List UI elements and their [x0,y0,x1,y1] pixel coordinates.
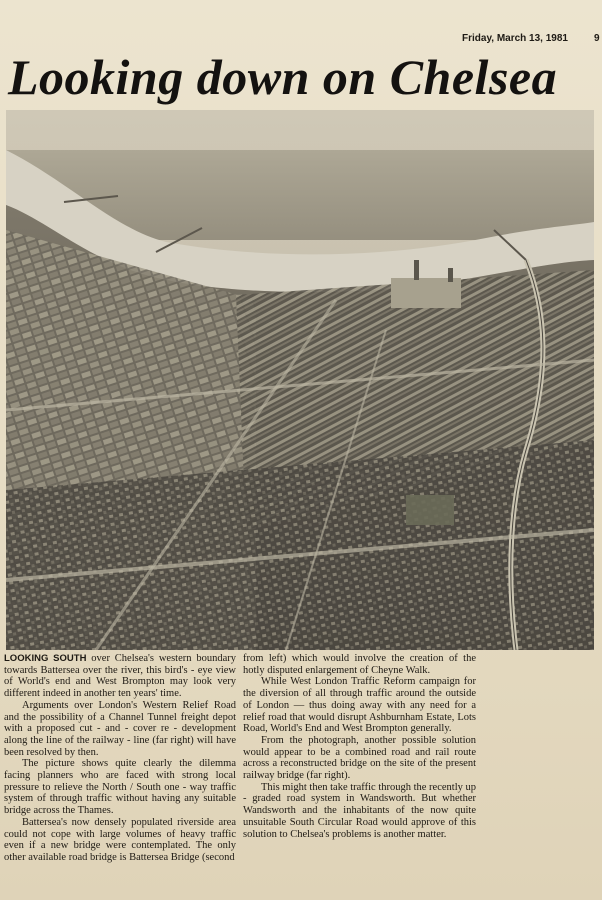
article-paragraph [4,653,236,700]
article-paragraph: from left) which would involve the creation of the hotly disputed enlargement of Cheyne Walk. [243,653,476,676]
article-paragraph: From the photograph, another possible solution would appear to be a combined road and rail route across a reconstructed bridge on the site of the present railway bridge (far right). [243,734,476,782]
aerial-photo [6,110,594,650]
article-text: over Chelsea's western boundary towards Battersea over the river, this bird's - eye view of World's end and West Brompton may look very different indeed in another ten years' time. [4,653,236,700]
dateline [462,33,600,44]
page-number: 9 [593,33,600,44]
article-paragraph: The picture shows quite clearly the dilemma facing planners who are faced with strong local pressure to relieve the North / South one - way traffic system of through traffic without having any suitable bridge across the Thames. [4,758,236,817]
headline: Looking down on Chelsea [8,49,558,105]
article-paragraph: Arguments over London's Western Relief Road and the possibility of a Channel Tunnel freight depot with a proposed cut - and - cover re - development along the line of the railway - line (far right) will have been resolved by then. [4,699,236,758]
article-paragraph: This might then take traffic through the recently up - graded road system in Wandsworth. But whether Wandsworth and the inhabitants of the now quite unsuitable South Circular Road would approve of this solution to Chelsea's problems is another matter. [243,781,476,840]
article-column-right [243,653,476,840]
issue-date: Friday, March 13, 1981 [462,33,568,44]
article-lead: LOOKING SOUTH [4,653,87,664]
article-paragraph: While West London Traffic Reform campaign for the diversion of all through traffic around the outside of London — thus doing away with any need for a relief road that would disrupt Ashburnham Estate, Lots Road, World's End and West Brompton generally. [243,676,476,735]
article-paragraph: Battersea's now densely populated riverside area could not cope with large volumes of heavy traffic even if a new bridge were contemplated. The only other available road bridge is Battersea Bridge (second [4,816,236,863]
aerial-photo-of-chelsea-icon [6,110,594,650]
article-column-left [4,653,236,864]
